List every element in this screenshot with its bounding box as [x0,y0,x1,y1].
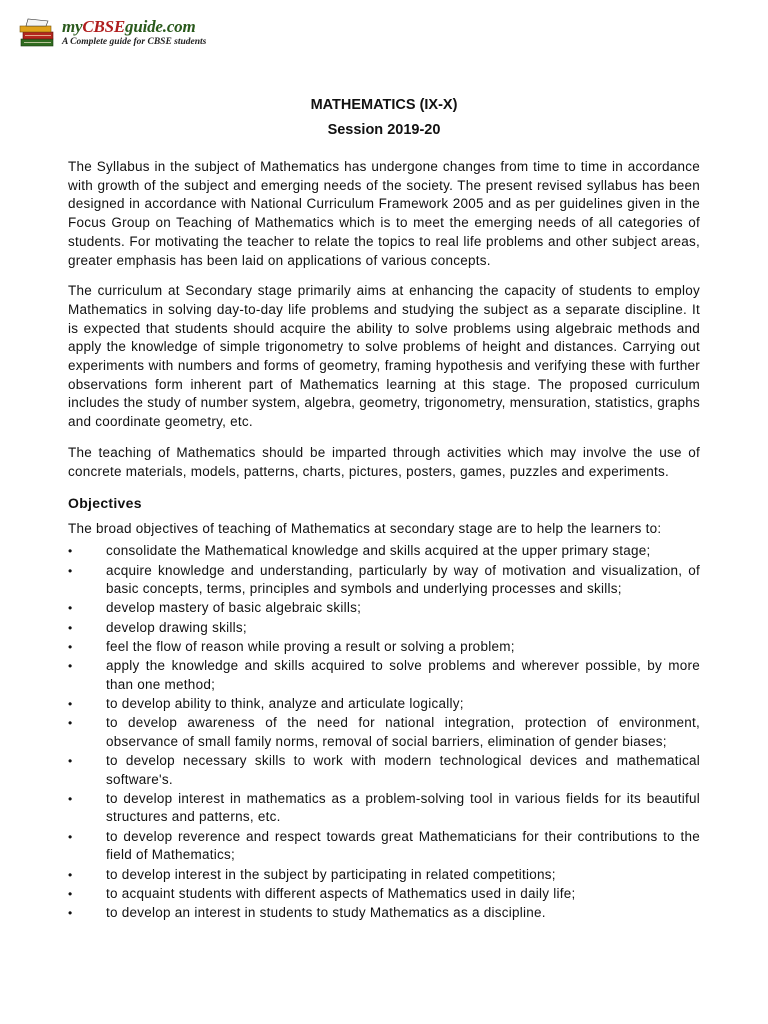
list-item-text: acquire knowledge and understanding, particularly by way of motivation and visualization, of basic concepts, terms, principles and symbols and underlying processes and skills; [106,562,700,597]
logo-brand-cbse: CBSE [82,17,126,37]
logo-brand-guide: guide.com [125,17,196,37]
bullet-icon: • [68,544,73,559]
books-icon [18,17,58,49]
objectives-list [68,542,700,922]
list-item-text: to develop an interest in students to study Mathematics as a discipline. [106,905,546,921]
site-logo [18,17,206,49]
list-item [68,752,700,789]
list-item [68,599,700,618]
list-item-text: feel the flow of reason while proving a result or solving a problem; [106,638,515,654]
list-item-text: consolidate the Mathematical knowledge and skills acquired at the upper primary stage; [106,543,651,559]
list-item-text: to develop interest in the subject by participating in related competitions; [106,866,556,882]
list-item-text: to develop reverence and respect towards great Mathematicians for their contributions to the field of Mathematics; [106,828,700,863]
logo-brand [62,18,206,35]
session-subtitle: Session 2019-20 [327,122,441,138]
list-item-text: develop drawing skills; [106,619,247,635]
bullet-icon: • [68,906,73,921]
objectives-heading: Objectives [68,495,142,512]
list-item-text: to develop ability to think, analyze and articulate logically; [106,696,464,712]
list-item-text: apply the knowledge and skills acquired to solve problems and wherever possible, by more than one method; [106,658,700,692]
logo-tagline: A Complete guide for CBSE students [62,37,207,48]
list-item [68,619,700,638]
bullet-icon: • [68,659,73,674]
bullet-icon: • [68,867,73,882]
list-item-text: to acquaint students with different aspects of Mathematics used in daily life; [106,885,576,901]
list-item-text: to develop awareness of the need for national integration, protection of environment, observance of small family norms, removal of social barriers, elimination of gender biases; [106,715,700,749]
bullet-icon: • [68,716,73,731]
bullet-icon: • [68,563,73,578]
list-item [68,828,700,865]
bullet-icon: • [68,620,73,635]
bullet-icon: • [68,791,73,806]
list-item [68,866,700,885]
list-item [68,714,700,751]
bullet-icon: • [68,639,73,654]
list-item [68,695,700,714]
logo-brand-my: my [62,17,83,37]
list-item [68,542,700,561]
bullet-icon: • [68,754,73,769]
paragraph-curriculum: The curriculum at Secondary stage primarily aims at enhancing the capacity of students to employ Mathematics in solving day-to-day life problems and studying the subject as a separate discipline. It is expected that students should acquire the ability to solve problems using algebraic methods and apply the knowledge of simple trigonometry to solve problems of height and distances. Carrying out experiments with numbers and forms of geometry, framing hypothesis and verifying these with further observations form inherent part of Mathematics learning at this stage. The proposed curriculum includes the study of number system, algebra, geometry, trigonometry, mensuration, statistics, graphs and coordinate geometry, etc. [68,283,700,430]
list-item [68,904,700,923]
page-title: MATHEMATICS (IX-X) [310,97,458,113]
list-item-text: to develop necessary skills to work with modern technological devices and mathematical software's. [106,753,700,787]
list-item [68,885,700,904]
bullet-icon: • [68,829,73,844]
list-item [68,657,700,694]
list-item [68,790,700,827]
document-body [68,94,700,923]
bullet-icon: • [68,697,73,712]
paragraph-teaching: The teaching of Mathematics should be imparted through activities which may involve the use of concrete materials, models, patterns, charts, pictures, posters, games, puzzles and experiments. [68,444,700,479]
bullet-icon: • [68,886,73,901]
list-item [68,638,700,657]
bullet-icon: • [68,601,73,616]
paragraph-syllabus: The Syllabus in the subject of Mathematics has undergone changes from time to time in accordance with growth of the subject and emerging needs of the society. The present revised syllabus has been designed in accordance with National Curriculum Framework 2005 and as per guidelines given in the Focus Group on Teaching of Mathematics which is to meet the emerging needs of all categories of students. For motivating the teacher to relate the topics to real life problems and other subject areas, greater emphasis has been laid on applications of various concepts. [68,159,700,268]
list-item-text: to develop interest in mathematics as a problem-solving tool in various fields for its beautiful structures and patterns, etc. [106,790,700,825]
list-item [68,562,700,599]
objectives-intro: The broad objectives of teaching of Mathematics at secondary stage are to help the learners to: [68,521,662,537]
list-item-text: develop mastery of basic algebraic skills; [106,600,362,616]
